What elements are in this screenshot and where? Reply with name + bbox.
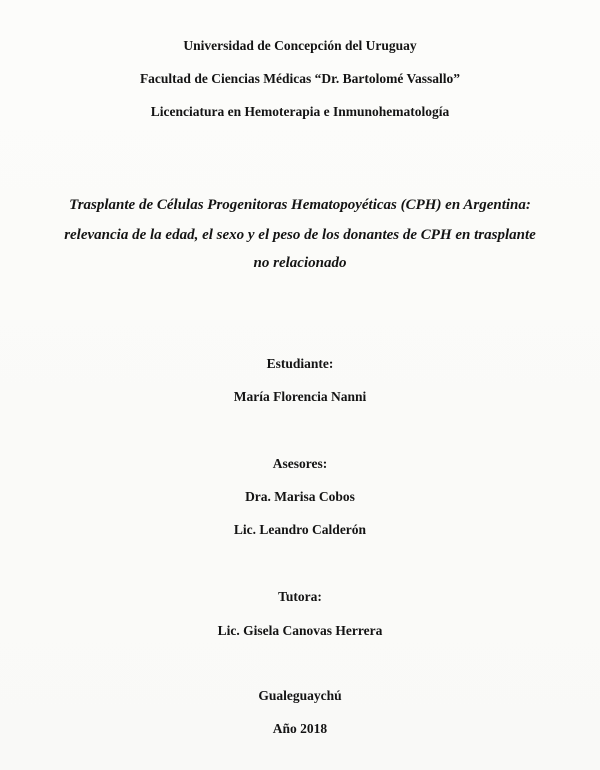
faculty-name: Facultad de Ciencias Médicas “Dr. Bartolomé Vassallo” [139,71,461,86]
city: Gualeguaychú [258,688,342,703]
advisor-name-2: Lic. Leandro Calderón [233,522,367,537]
student-name: María Florencia Nanni [233,389,367,404]
thesis-title-line-3: no relacionado [253,255,347,271]
advisors-label: Asesores: [272,456,328,471]
program-name: Licenciatura en Hemoterapia e Inmunohematología [150,104,450,119]
student-label: Estudiante: [266,356,334,371]
university-name: Universidad de Concepción del Uruguay [183,38,417,53]
thesis-title-line-1: Trasplante de Células Progenitoras Hematopoyéticas (CPH) en Argentina: [69,197,531,213]
tutor-label: Tutora: [278,589,322,604]
year: Año 2018 [272,721,328,736]
advisor-name-1: Dra. Marisa Cobos [245,489,355,504]
thesis-title-line-2: relevancia de la edad, el sexo y el peso de los donantes de CPH en trasplante [64,227,536,243]
tutor-name: Lic. Gisela Canovas Herrera [217,623,383,638]
